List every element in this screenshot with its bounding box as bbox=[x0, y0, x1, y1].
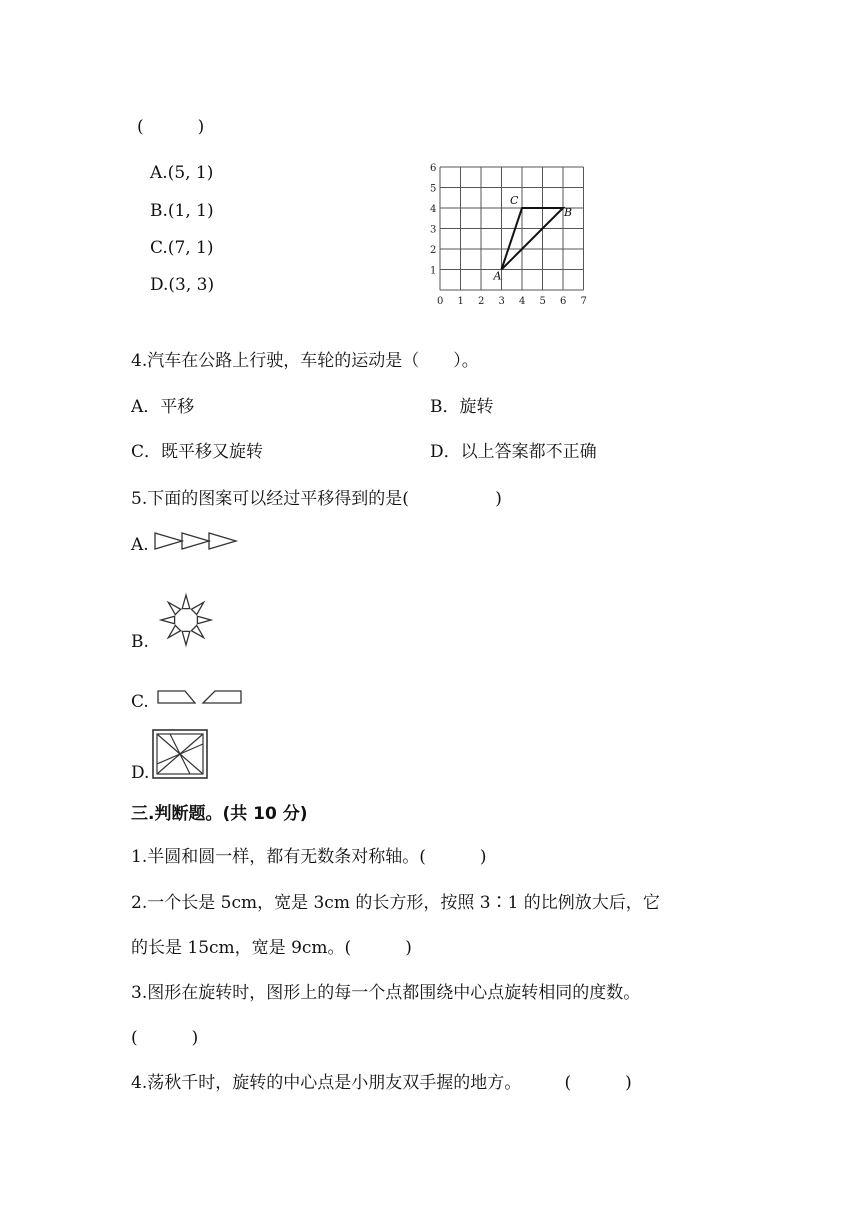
x-tick-label: 7 bbox=[580, 296, 587, 307]
x-tick-label: 3 bbox=[498, 296, 505, 307]
q5-option-a-triangles-figure bbox=[152, 530, 242, 552]
q3-coordinate-grid bbox=[425, 150, 590, 310]
q5-stem: 5.下面的图案可以经过平移得到的是( ) bbox=[131, 489, 502, 509]
q4-option-d: D．以上答案都不正确 bbox=[430, 442, 597, 462]
point-label-a: A bbox=[493, 269, 502, 283]
sun-triangle bbox=[161, 616, 175, 624]
x-tick-label: 2 bbox=[478, 296, 485, 307]
y-tick-label: 3 bbox=[430, 224, 437, 236]
tf-item-1: 1.半圆和圆一样，都有无数条对称轴。( ) bbox=[131, 847, 487, 867]
q5-option-b-label: B. bbox=[131, 632, 149, 652]
sun-triangle bbox=[182, 595, 190, 609]
tf-item-2-line1: 2.一个长是 5cm，宽是 3cm 的长方形，按照 3∶1 的比例放大后，它 bbox=[131, 893, 660, 913]
sun-triangle bbox=[191, 602, 203, 614]
q4-option-c: C．既平移又旋转 bbox=[131, 442, 264, 462]
tf-item-4: 4.荡秋千时，旋转的中心点是小朋友双手握的地方。 ( ) bbox=[131, 1073, 632, 1093]
sun-triangle bbox=[168, 602, 180, 614]
sun-triangle bbox=[182, 631, 190, 645]
sun-triangle bbox=[197, 616, 211, 624]
y-tick-label: 5 bbox=[430, 183, 437, 195]
sun-triangle bbox=[168, 625, 180, 637]
point-label-c: C bbox=[510, 194, 519, 207]
q5-option-b-sun-figure bbox=[158, 592, 214, 648]
tf-item-2-line2: 的长是 15cm，宽是 9cm。( ) bbox=[131, 938, 412, 958]
q5-option-c-trapezoids-figure bbox=[155, 686, 245, 708]
tf-item-3-line1: 3.图形在旋转时，图形上的每一个点都围绕中心点旋转相同的度数。 bbox=[131, 983, 641, 1003]
x-tick-label: 5 bbox=[539, 296, 546, 307]
x-tick-label: 0 bbox=[437, 296, 444, 307]
q5-option-d-label: D. bbox=[131, 763, 150, 783]
q3-option-d: D.(3, 3) bbox=[150, 275, 215, 295]
q3-option-b: B.(1, 1) bbox=[150, 201, 214, 221]
q4-stem: 4.汽车在公路上行驶，车轮的运动是（ ）。 bbox=[131, 351, 479, 371]
q3-answer-paren: ( ) bbox=[137, 117, 205, 137]
q3-option-a: A.(5, 1) bbox=[150, 163, 214, 183]
x-tick-label: 4 bbox=[519, 296, 526, 307]
q4-option-b: B．旋转 bbox=[430, 397, 494, 417]
point-label-b: B bbox=[564, 206, 573, 219]
q5-option-c-label: C. bbox=[131, 692, 149, 712]
q5-option-d-pinwheel-square-figure bbox=[150, 727, 210, 781]
y-tick-label: 4 bbox=[430, 204, 437, 215]
q3-option-c: C.(7, 1) bbox=[150, 238, 214, 258]
section3-title: 三.判断题。(共 10 分) bbox=[131, 804, 308, 824]
tf-item-3-line2: ( ) bbox=[131, 1028, 199, 1048]
triangle-abc bbox=[502, 208, 564, 270]
sun-triangle bbox=[191, 625, 203, 637]
y-tick-label: 2 bbox=[430, 245, 437, 256]
y-tick-label: 1 bbox=[430, 265, 437, 277]
q5-option-a-label: A. bbox=[131, 535, 149, 555]
x-tick-label: 1 bbox=[457, 296, 464, 307]
q4-option-a: A．平移 bbox=[131, 397, 195, 417]
x-tick-label: 6 bbox=[560, 296, 567, 307]
y-tick-label: 6 bbox=[430, 163, 437, 174]
